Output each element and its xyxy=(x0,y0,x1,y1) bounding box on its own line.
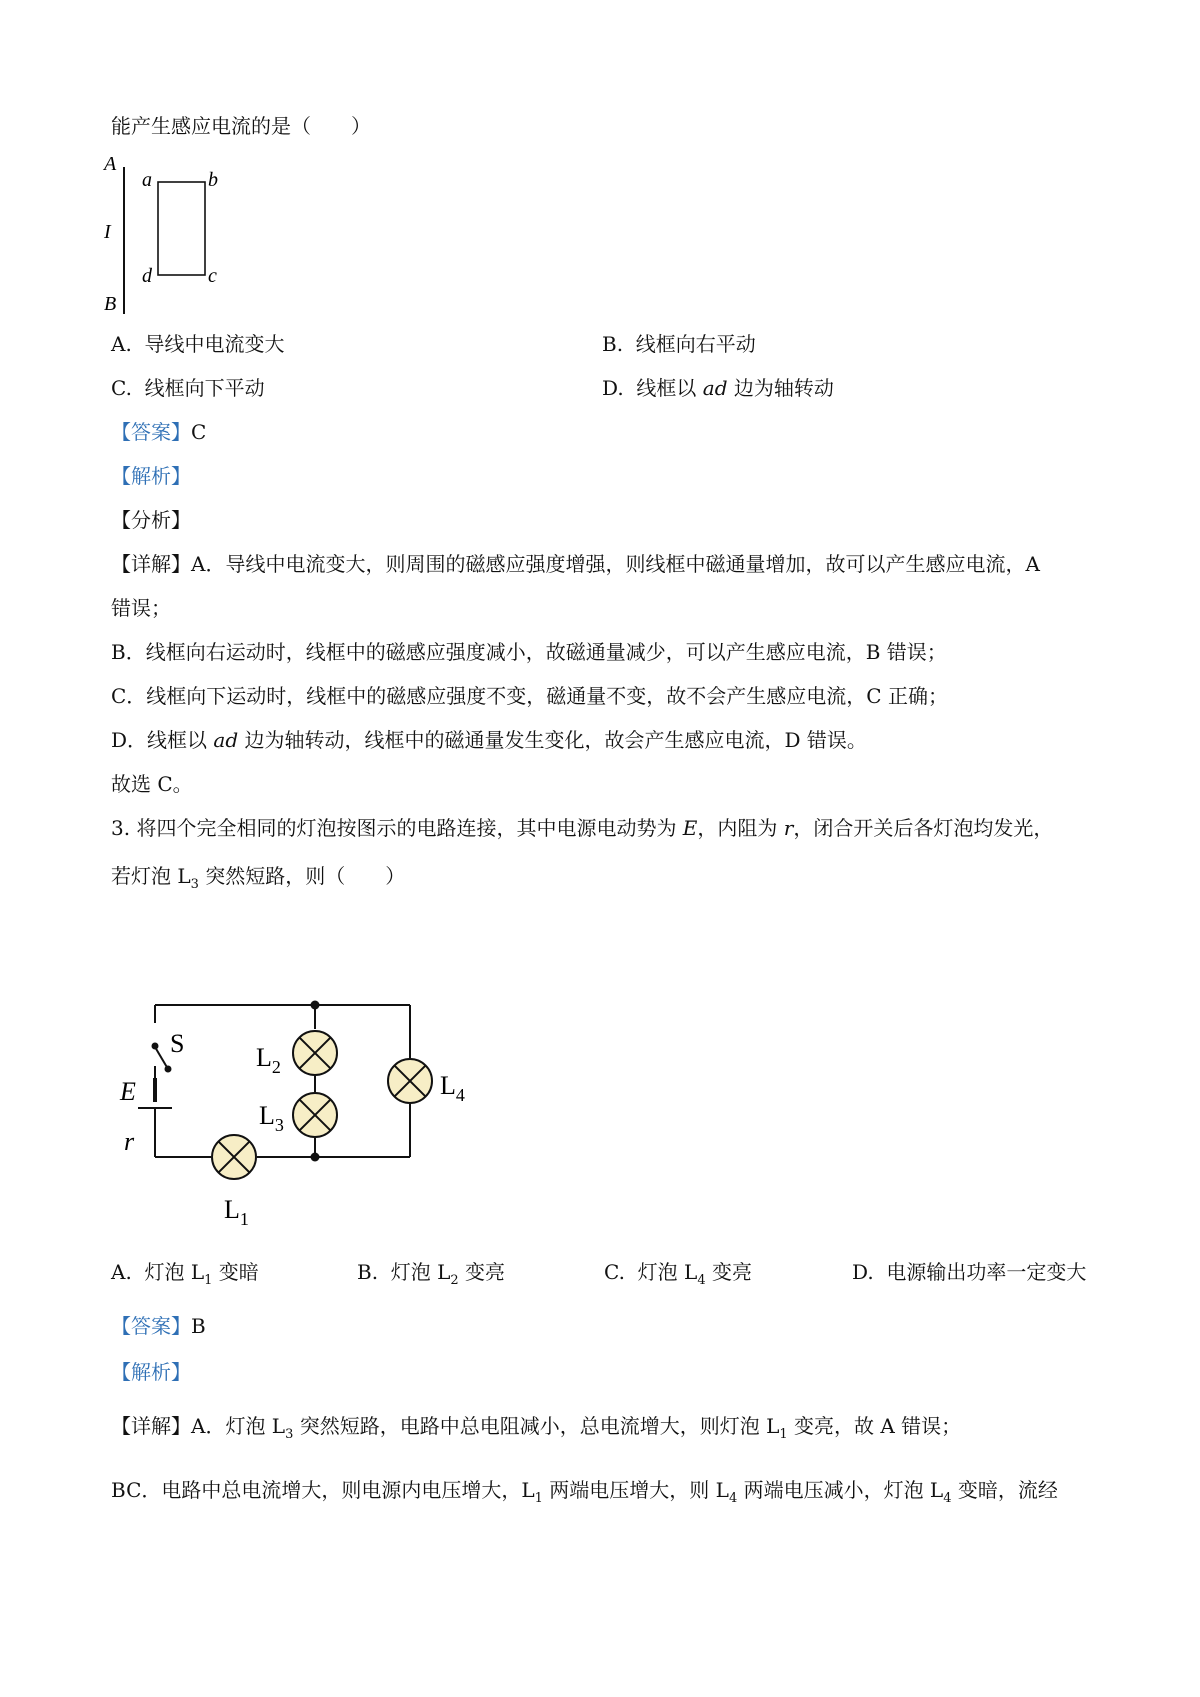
q2-wire-frame-figure xyxy=(100,150,260,335)
q3-stem-line1: 3. 将四个完全相同的灯泡按图示的电路连接，其中电源电动势为 E，内阻为 r，闭合开关后各灯泡均发光， xyxy=(111,816,1054,840)
q3-option-c: C. 灯泡 $L_4$ 变亮 xyxy=(604,1260,752,1288)
q3-detail-line1: 【详解】A．灯泡 $L_3$ 突然短路，电路中总电阻减小，总电流增大，则灯泡 $L_1$ 变亮，故 A 错误； xyxy=(111,1414,962,1442)
q2-option-b: B. 线框向右平动 xyxy=(602,332,756,356)
label-l4: $L_4$ xyxy=(440,1071,465,1105)
q3-detail-line2: BC．电路中总电流增大，则电源内电压增大，$L_1$ 两端电压增大，则 $L_4$ 两端电压减小，灯泡 $L_4$ 变暗，流经 xyxy=(111,1478,1058,1506)
q3-answer: 【答案】B xyxy=(111,1314,206,1338)
q3-circuit-figure xyxy=(100,990,470,1230)
q3-option-d: D. 电源输出功率一定变大 xyxy=(852,1260,1087,1284)
q2-detail-line1: 【详解】A．导线中电流变大，则周围的磁感应强度增强，则线框中磁通量增加，故可以产生感应电流，A xyxy=(111,552,1040,576)
q2-detail-line4: C．线框向下运动时，线框中的磁感应强度不变，磁通量不变，故不会产生感应电流，C 正确； xyxy=(111,684,948,708)
label-s: S xyxy=(170,1029,185,1058)
q2-detail-line2: 错误； xyxy=(111,596,171,620)
q2-option-a: A. 导线中电流变大 xyxy=(111,332,285,356)
q2-conclusion: 故选 C。 xyxy=(111,772,193,796)
label-l3: $L_3$ xyxy=(259,1101,284,1135)
label-B: B xyxy=(104,293,117,315)
label-c: c xyxy=(208,265,217,287)
battery-e xyxy=(138,1076,172,1127)
q3-option-b: B. 灯泡 $L_2$ 变亮 xyxy=(357,1260,506,1288)
q3-jiexi-heading: 【解析】 xyxy=(111,1360,191,1384)
label-a: a xyxy=(142,169,152,191)
q2-detail-line5: D．线框以 ad 边为轴转动，线框中的磁通量发生变化，故会产生感应电流，D 错误。 xyxy=(111,728,867,752)
junction-top xyxy=(311,1001,320,1010)
q3-stem-line2: 若灯泡 $L_3$ 突然短路，则（ ） xyxy=(111,864,406,892)
q2-option-c: C. 线框向下平动 xyxy=(111,376,265,400)
lamp-l3 xyxy=(293,1093,337,1137)
lamp-l2 xyxy=(293,1031,337,1075)
q2-option-d: D. 线框以 ad 边为轴转动 xyxy=(602,376,834,400)
q2-answer: 【答案】C xyxy=(111,420,207,444)
q2-detail-line3: B．线框向右运动时，线框中的磁感应强度减小，故磁通量减少，可以产生感应电流，B 错误； xyxy=(111,640,947,664)
frame-abcd xyxy=(158,182,205,275)
label-I: I xyxy=(104,221,111,243)
label-l2: $L_2$ xyxy=(256,1043,281,1077)
label-l1: $L_1$ xyxy=(224,1195,249,1229)
q2-fenxi-heading: 【分析】 xyxy=(111,508,191,532)
label-A: A xyxy=(104,153,117,175)
label-r: r xyxy=(124,1127,135,1156)
junction-bottom xyxy=(311,1153,320,1162)
q2-jiexi-heading: 【解析】 xyxy=(111,464,191,488)
label-b: b xyxy=(208,169,218,191)
label-d: d xyxy=(142,265,152,287)
lamp-l4 xyxy=(388,1059,432,1103)
lamp-l1 xyxy=(212,1135,256,1179)
label-e: E xyxy=(120,1077,136,1106)
q2-stem: 能产生感应电流的是（ ） xyxy=(111,114,371,138)
q3-option-a: A. 灯泡 $L_1$ 变暗 xyxy=(111,1260,259,1288)
